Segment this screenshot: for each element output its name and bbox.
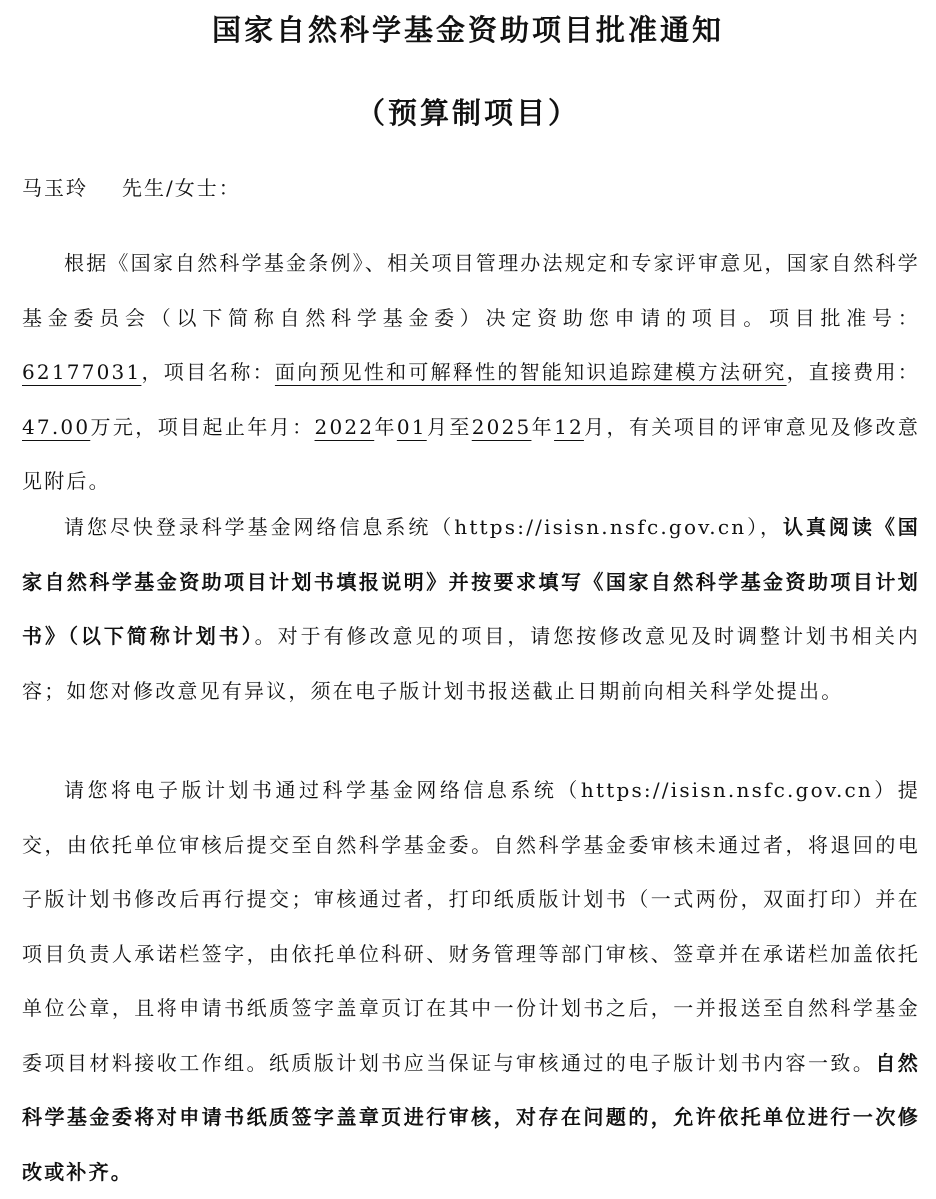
approval-text-7: 年: [531, 414, 555, 439]
recipient-title: 先生/女士：: [122, 176, 241, 200]
submission-text: 请您将电子版计划书通过科学基金网络信息系统（https://isisn.nsfc.gov.cn）提交，由依托单位审核后提交至自然科学基金委。自然科学基金委审核未通过者，将退回的电子版计划书修改后再行提交；审核通过者，打印纸质版计划书（一式两份，双面打印）并在项目负责人承诺栏签字，由依托单位科研、财务管理等部门审核、签章并在承诺栏加盖依托单位公章，且将申请书纸质签字盖章页订在其中一份计划书之后，一并报送至自然科学基金委项目材料接收工作组。纸质版计划书应当保证与审核通过的电子版计划书内容一致。: [22, 778, 920, 1075]
salutation: [22, 172, 241, 201]
approval-text-3: ，直接费用：: [786, 360, 920, 384]
end-month: 12: [554, 414, 584, 439]
submission-paragraph: [22, 763, 920, 1199]
approval-text-4: 万元，项目起止年月：: [90, 414, 315, 439]
direct-cost: 47.00: [22, 414, 91, 439]
approval-number: 62177031: [22, 360, 142, 384]
notice-title: 国家自然科学基金资助项目批准通知: [211, 13, 724, 47]
start-month: 01: [396, 414, 427, 439]
login-text-1: 请您尽快登录科学基金网络信息系统（https://isisn.nsfc.gov.cn），: [64, 515, 784, 539]
approval-text-6: 月至: [426, 414, 472, 439]
login-instructions-paragraph: [22, 500, 920, 718]
submission-bold-text: 自然科学基金委将对申请书纸质签字盖章页进行审核，对存在问题的，允许依托单位进行一次修改或补齐。: [22, 1050, 920, 1184]
approval-text-2: ，项目名称：: [141, 360, 275, 384]
approval-text-1: 根据《国家自然科学基金条例》、相关项目管理办法规定和专家评审意见，国家自然科学基金委员会（以下简称自然科学基金委）决定资助您申请的项目。项目批准号：: [22, 251, 920, 330]
project-name: 面向预见性和可解释性的智能知识追踪建模方法研究: [274, 360, 787, 384]
approval-paragraph: [22, 236, 920, 509]
end-year: 2025: [471, 414, 532, 439]
approval-text-8: 月，有关项目的评审意见及修改意见附后。: [22, 414, 921, 493]
recipient-name: 马玉玲: [22, 176, 88, 200]
notice-subtitle: （预算制项目）: [355, 96, 580, 130]
start-year: 2022: [314, 414, 375, 439]
login-text-2: 。对于有修改意见的项目，请您按修改意见及时调整计划书相关内容；如您对修改意见有异议，须在电子版计划书报送截止日期前向相关科学处提出。: [22, 624, 920, 703]
approval-text-5: 年: [374, 414, 397, 439]
login-bold-text: 认真阅读《国家自然科学基金资助项目计划书填报说明》并按要求填写《国家自然科学基金资助项目计划书》（以下简称计划书）: [22, 515, 920, 648]
